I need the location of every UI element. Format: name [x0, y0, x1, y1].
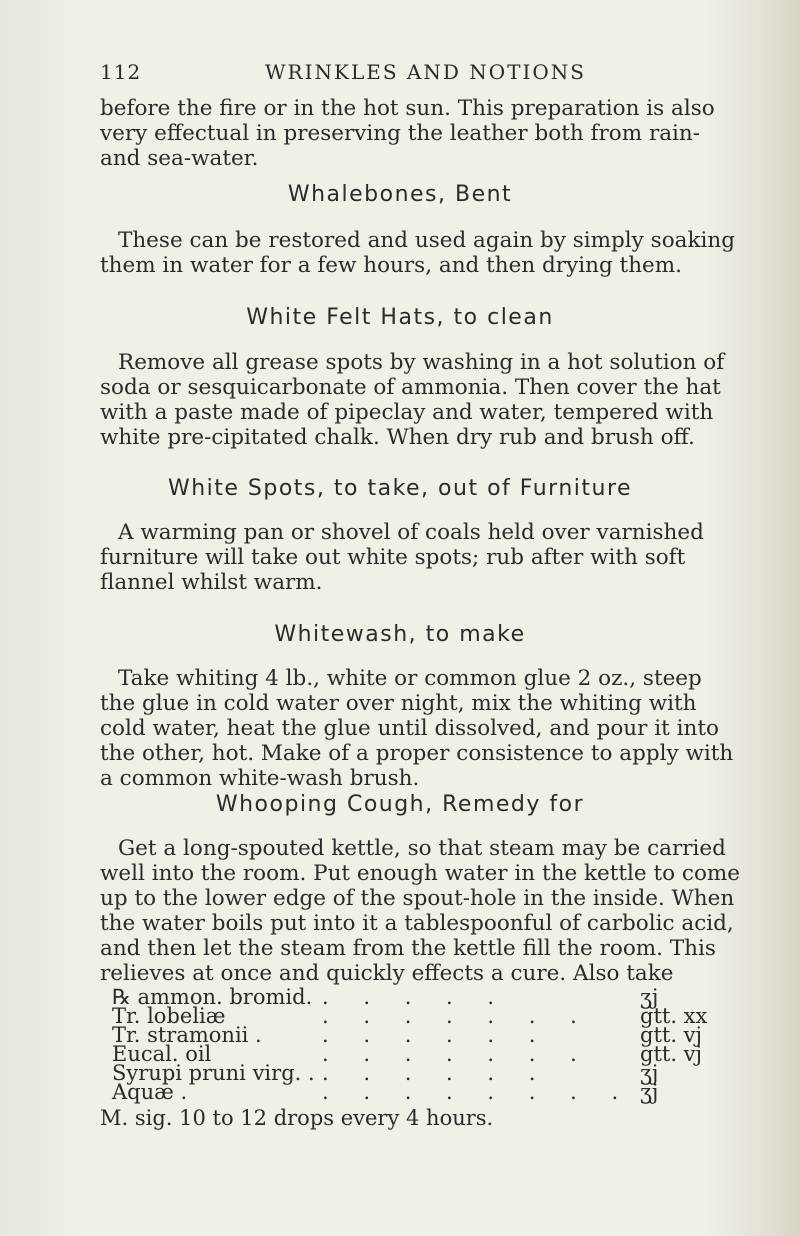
section-whalebones [100, 228, 740, 278]
section-whitewash-text: Take whiting 4 lb., white or common glue 2 oz., steep the glue in cold water over night, mix the whiting with cold water, heat the glue until dissolved, and pour it into the other, hot. Make of a proper consistence to apply with a common white-wash brush. [100, 666, 734, 791]
prescription-item-leader: . . . . . . . . [322, 1080, 633, 1104]
prescription-item-quantity: ʒj [640, 985, 659, 1009]
prescription-item-name: Syrupi pruni virg. . [112, 1061, 315, 1085]
section-whooping-cough [100, 836, 740, 986]
running-head [0, 60, 800, 90]
heading-whooping-cough: Whooping Cough, Remedy for [215, 792, 585, 817]
heading-whalebones: Whalebones, Bent [287, 182, 513, 207]
prescription-item-leader: . . . . . . [322, 1061, 550, 1085]
prescription-item-quantity: ʒj [640, 1080, 659, 1104]
intro-paragraph-text: before the fire or in the hot sun. This preparation is also very effectual in preserving the leather both from rain- and sea-water. [100, 96, 715, 171]
prescription-item-quantity: ʒj [640, 1061, 659, 1085]
section-whitewash [100, 666, 740, 791]
section-white-felt-hats-text: Remove all grease spots by washing in a hot solution of soda or sesquicarbonate of ammonia. Then cover the hat with a paste made of pipeclay and water, tempered with white pre-cipitated chalk. When dry rub and brush off. [100, 350, 725, 450]
prescription-item-name: Tr. stramonii . [112, 1023, 262, 1047]
heading-white-felt-hats: White Felt Hats, to clean [246, 305, 554, 330]
prescription-item-leader: . . . . . [322, 985, 509, 1009]
heading-whitewash: Whitewash, to make [274, 622, 526, 647]
section-white-spots [100, 520, 740, 595]
section-whooping-cough-text: Get a long-spouted kettle, so that steam may be carried well into the room. Put enough water in the kettle to come up to the lower edge of the spout-hole in the inside. When the water boils put into it a tablespoonful of carbolic acid, and then let the steam from the kettle fill the room. This relieves at once and quickly effects a cure. Also take [100, 836, 740, 986]
running-title: WRINKLES AND NOTIONS [265, 60, 586, 84]
prescription-list [112, 985, 752, 1104]
prescription-item-name: ℞ ammon. bromid. [112, 985, 313, 1009]
prescription-item-quantity: gtt. vj [640, 1023, 703, 1047]
section-white-felt-hats [100, 350, 740, 450]
prescription-item-leader: . . . . . . . [322, 1042, 591, 1066]
prescription-item-leader: . . . . . . [322, 1023, 550, 1047]
prescription-item [112, 1080, 752, 1104]
heading-white-spots: White Spots, to take, out of Furniture [167, 476, 633, 501]
prescription-item-quantity: gtt. vj [640, 1042, 703, 1066]
page-number: 112 [100, 60, 142, 84]
prescription-item-name: Tr. lobeliæ [112, 1004, 226, 1028]
section-whalebones-text: These can be restored and used again by simply soaking them in water for a few hours, and then drying them. [100, 228, 735, 278]
prescription-item-name: Aquæ . [112, 1080, 188, 1104]
section-white-spots-text: A warming pan or shovel of coals held over varnished furniture will take out white spots; rub after with soft flannel whilst warm. [100, 520, 704, 595]
prescription-item-name: Eucal. oil [112, 1042, 212, 1066]
prescription-item-quantity: gtt. xx [640, 1004, 708, 1028]
prescription-item-leader: . . . . . . . [322, 1004, 591, 1028]
prescription-signature: M. sig. 10 to 12 drops every 4 hours. [100, 1106, 494, 1130]
intro-paragraph [100, 96, 740, 171]
